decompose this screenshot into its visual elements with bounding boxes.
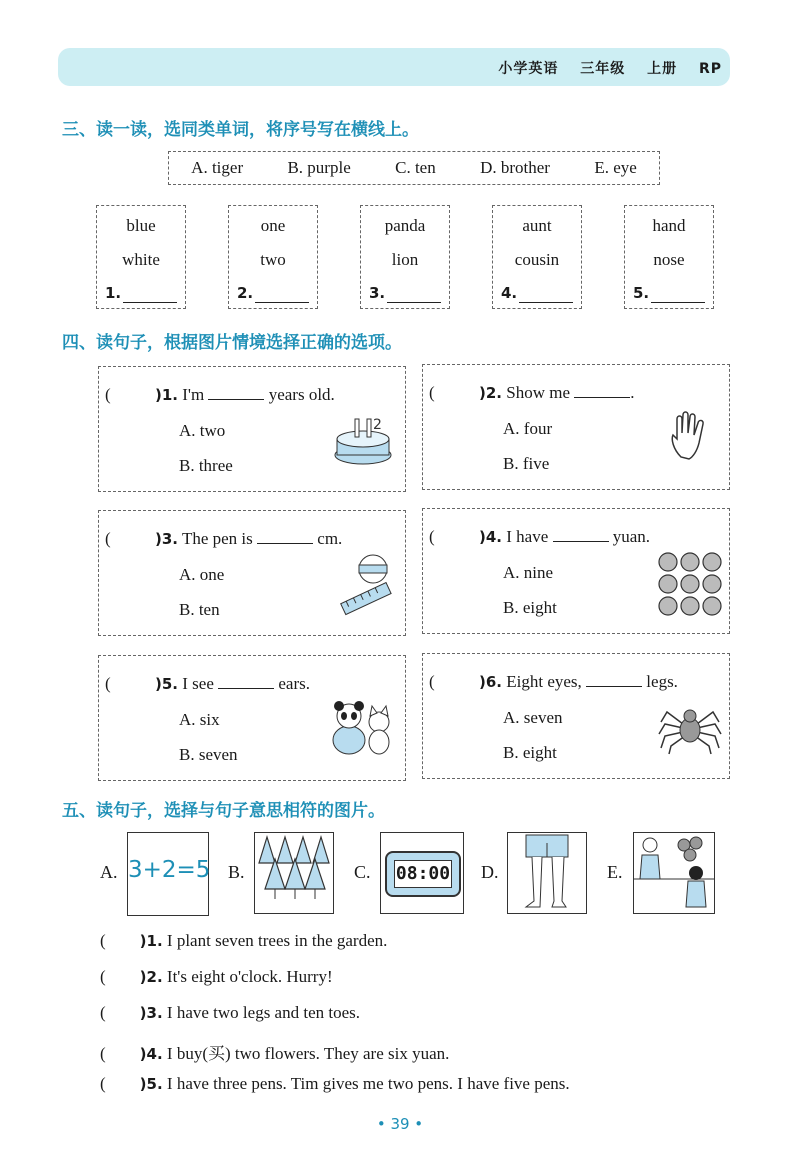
answer-line[interactable] (651, 302, 705, 303)
word-group-5 (624, 205, 714, 309)
word: hand (652, 216, 686, 235)
picture-a[interactable] (127, 832, 209, 916)
word: white (122, 250, 160, 269)
word: nose (653, 250, 685, 269)
word: two (260, 250, 286, 269)
coins-icon (657, 551, 723, 617)
question-3 (98, 510, 406, 636)
option-a[interactable]: A. four (503, 419, 553, 438)
question-stem: )1. I'm years old. (155, 385, 335, 404)
picture-c[interactable] (380, 832, 464, 914)
group-number: 5. (633, 284, 650, 302)
option-b: B. purple (287, 158, 351, 177)
question-4 (422, 508, 730, 634)
word: cousin (514, 250, 560, 269)
question-6 (422, 653, 730, 779)
svg-text:2: 2 (373, 417, 382, 433)
section3-option-bar (168, 151, 660, 185)
question-stem: )5. I see ears. (155, 674, 310, 693)
picture-label-b: B. (228, 862, 245, 882)
legs-icon (508, 833, 586, 913)
sentence-4: ( )4. I buy(买) two flowers. They are six yuan. (100, 1044, 450, 1063)
word: blue (126, 216, 156, 235)
option-a[interactable]: A. seven (503, 708, 563, 727)
option-b[interactable]: B. eight (503, 598, 557, 617)
clock-display: 08:00 (394, 860, 452, 888)
picture-e[interactable] (633, 832, 715, 914)
flower-shop-icon (634, 833, 714, 913)
option-b[interactable]: B. three (179, 456, 233, 475)
option-e: E. eye (594, 158, 637, 177)
option-a[interactable]: A. nine (503, 563, 554, 582)
answer-paren[interactable]: ( (105, 385, 111, 404)
picture-label-d: D. (481, 862, 499, 882)
option-c: C. ten (395, 158, 436, 177)
option-a: A. tiger (191, 158, 244, 177)
question-stem: )6. Eight eyes, legs. (479, 672, 678, 691)
group-number: 3. (369, 284, 386, 302)
answer-line[interactable] (519, 302, 573, 303)
picture-label-e: E. (607, 862, 623, 882)
alarm-clock-icon (385, 851, 461, 897)
word: lion (391, 250, 419, 269)
picture-label-a: A. (100, 862, 118, 882)
picture-b[interactable] (254, 832, 334, 914)
answer-paren[interactable]: ( (100, 931, 106, 950)
answer-paren[interactable]: ( (429, 527, 435, 546)
answer-paren[interactable]: ( (105, 674, 111, 693)
grade-label: 三年级 (580, 61, 626, 77)
word: panda (384, 216, 426, 235)
option-b[interactable]: B. five (503, 454, 550, 473)
option-b[interactable]: B. eight (503, 743, 557, 762)
answer-paren[interactable]: ( (429, 383, 435, 402)
page-number: • 39 • (376, 1115, 424, 1133)
section5-title: 五、读句子，选择与句子意思相符的图片。 (62, 801, 385, 821)
subject-label: 小学英语 (498, 61, 559, 77)
question-stem: )2. Show me . (479, 383, 635, 402)
question-2 (422, 364, 730, 490)
word: aunt (522, 216, 552, 235)
question-stem: )4. I have yuan. (479, 527, 651, 546)
answer-paren[interactable]: ( (100, 1074, 106, 1093)
option-d: D. brother (480, 158, 550, 177)
answer-line[interactable] (123, 302, 177, 303)
sentence-5: ( )5. I have three pens. Tim gives me two pens. I have five pens. (100, 1074, 570, 1093)
section4-title: 四、读句子，根据图片情境选择正确的选项。 (62, 333, 402, 353)
answer-paren[interactable]: ( (100, 967, 106, 986)
trees-icon (255, 833, 333, 913)
sentence-1: ( )1. I plant seven trees in the garden. (100, 931, 388, 950)
term-label: 上册 (647, 61, 678, 77)
answer-paren[interactable]: ( (100, 1044, 106, 1063)
ruler-and-pen-icon (337, 551, 393, 617)
sentence-2: ( )2. It's eight o'clock. Hurry! (100, 967, 333, 986)
option-b[interactable]: B. seven (179, 745, 238, 764)
sentence-3: ( )3. I have two legs and ten toes. (100, 1003, 361, 1022)
option-a[interactable]: A. two (179, 421, 226, 440)
answer-paren[interactable]: ( (105, 529, 111, 548)
word: one (260, 216, 286, 235)
equation-text: 3+2=5 (128, 857, 211, 883)
edition-label: RP (698, 61, 722, 77)
answer-line[interactable] (387, 302, 441, 303)
open-hand-icon (667, 409, 713, 461)
word-group-4 (492, 205, 582, 309)
option-a[interactable]: A. one (179, 565, 225, 584)
answer-paren[interactable]: ( (429, 672, 435, 691)
answer-line[interactable] (255, 302, 309, 303)
header-info (482, 58, 722, 78)
question-1 (98, 366, 406, 492)
picture-d[interactable] (507, 832, 587, 914)
birthday-cake-icon (329, 411, 401, 467)
word-group-1 (96, 205, 186, 309)
group-number: 4. (501, 284, 518, 302)
option-a[interactable]: A. six (179, 710, 220, 729)
question-stem: )3. The pen is cm. (155, 529, 343, 548)
picture-label-c: C. (354, 862, 371, 882)
question-5 (98, 655, 406, 781)
spider-icon (657, 702, 723, 756)
word-group-3 (360, 205, 450, 309)
option-b[interactable]: B. ten (179, 600, 220, 619)
group-number: 2. (237, 284, 254, 302)
panda-and-cat-icon (327, 700, 399, 758)
section3-title: 三、读一读，选同类单词，将序号写在横线上。 (62, 120, 419, 140)
word-group-2 (228, 205, 318, 309)
answer-paren[interactable]: ( (100, 1003, 106, 1022)
group-number: 1. (105, 284, 122, 302)
